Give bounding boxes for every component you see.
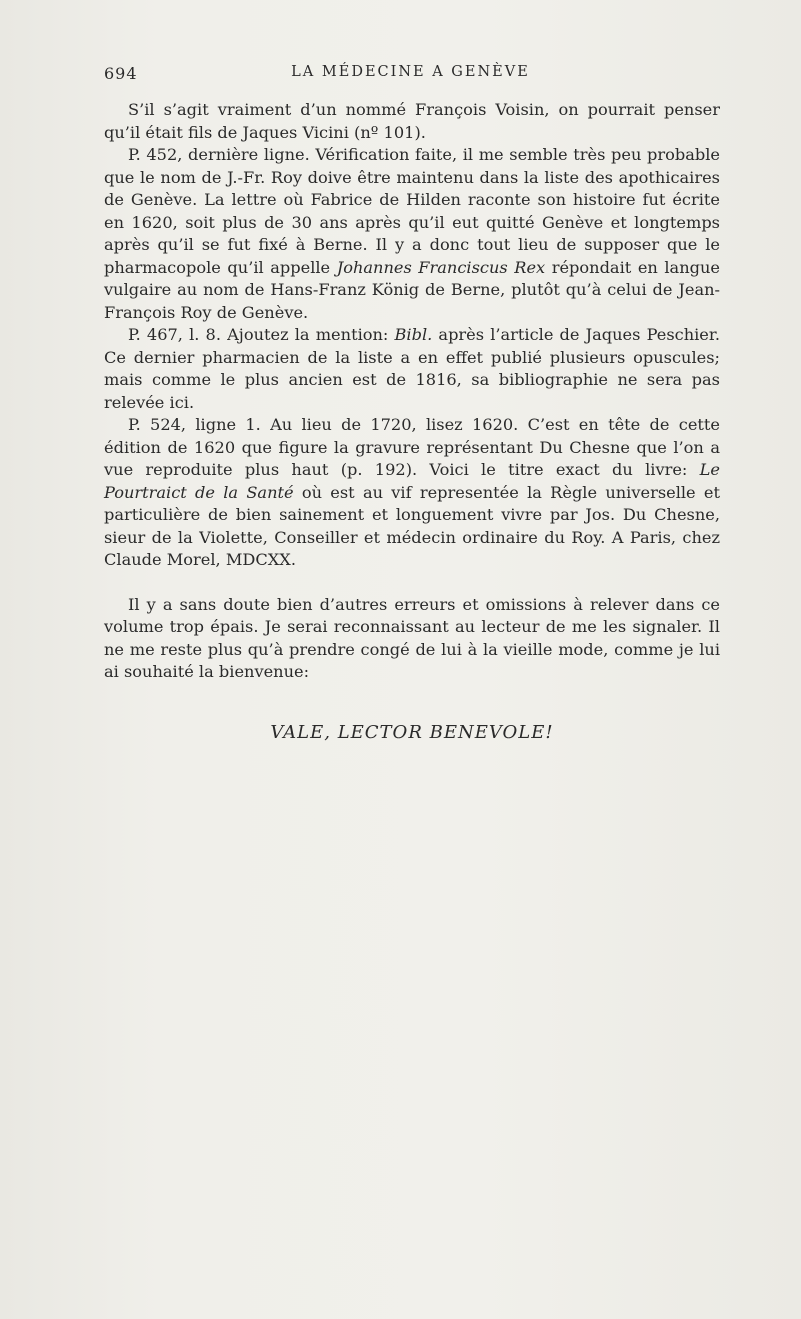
text-run: P. 467, l. 8. Ajoutez la mention: xyxy=(128,325,395,344)
body-text xyxy=(104,99,720,684)
text-run: répondait en langue vulgaire au nom de Hans-Franz König de Berne, plutôt qu’à celui de Jean-François Roy de Genève. xyxy=(104,257,720,322)
text-run: S’il s’agit vraiment d’un nommé François Voisin, on pourrait penser qu’il était fils de Jaques Vicini (nº 101). xyxy=(104,100,720,142)
paragraph xyxy=(104,594,720,684)
italic-text: Bibl. xyxy=(394,325,433,344)
italic-text: Le Pourtraict de la Santé xyxy=(104,460,720,502)
paragraph xyxy=(104,414,720,572)
page-header xyxy=(104,64,717,86)
page-number: 694 xyxy=(104,64,138,83)
paragraph xyxy=(104,324,720,414)
text-run: P. 452, dernière ligne. Vérification faite, il me semble très peu probable que le nom de J.-Fr. Roy doive être maintenu dans la liste des apothicaires de Genève. La lettre où Fabrice de Hilden raconte son histoire fut écrite en 1620, soit plus de 30 ans après qu’il eut quitté Genève et longtemps après qu’il se fut fixé à Berne. Il y a donc tout lieu de supposer que le pharmacopole qu’il appelle xyxy=(104,145,720,277)
text-run: où est au vif representée la Règle universelle et particulière de bien sainement et longuement vivre par Jos. Du Chesne, sieur de la Violette, Conseiller et médecin ordinaire du Roy. A Paris, chez Claude Morel, MDCXX. xyxy=(104,482,720,569)
running-title: LA MÉDECINE A GENÈVE xyxy=(291,64,530,80)
text-run: Il y a sans doute bien d’autres erreurs et omissions à relever dans ce volume trop épais. Je serai reconnaissant au lecteur de me les signaler. Il ne me reste plus qu’à prendre congé de lui à la vieille mode, comme je lui ai souhaité la bienvenue: xyxy=(104,594,720,681)
italic-text: Johannes Franciscus Rex xyxy=(336,257,546,277)
paragraph xyxy=(104,144,720,324)
farewell-line: VALE, LECTOR BENEVOLE! xyxy=(270,722,554,743)
text-run: P. 524, ligne 1. Au lieu de 1720, lisez 1620. C’est en tête de cette édition de 1620 que figure la gravure représentant Du Chesne que l’on a vue reproduite plus haut (p. 192). Voici le titre exact du livre: xyxy=(104,415,720,479)
paragraph xyxy=(104,99,720,144)
text-run: après l’article de Jaques Peschier. Ce dernier pharmacien de la liste a en effet publié plusieurs opuscules; mais comme le plus ancien est de 1816, sa bibliographie ne sera pas relevée ici. xyxy=(104,325,720,412)
